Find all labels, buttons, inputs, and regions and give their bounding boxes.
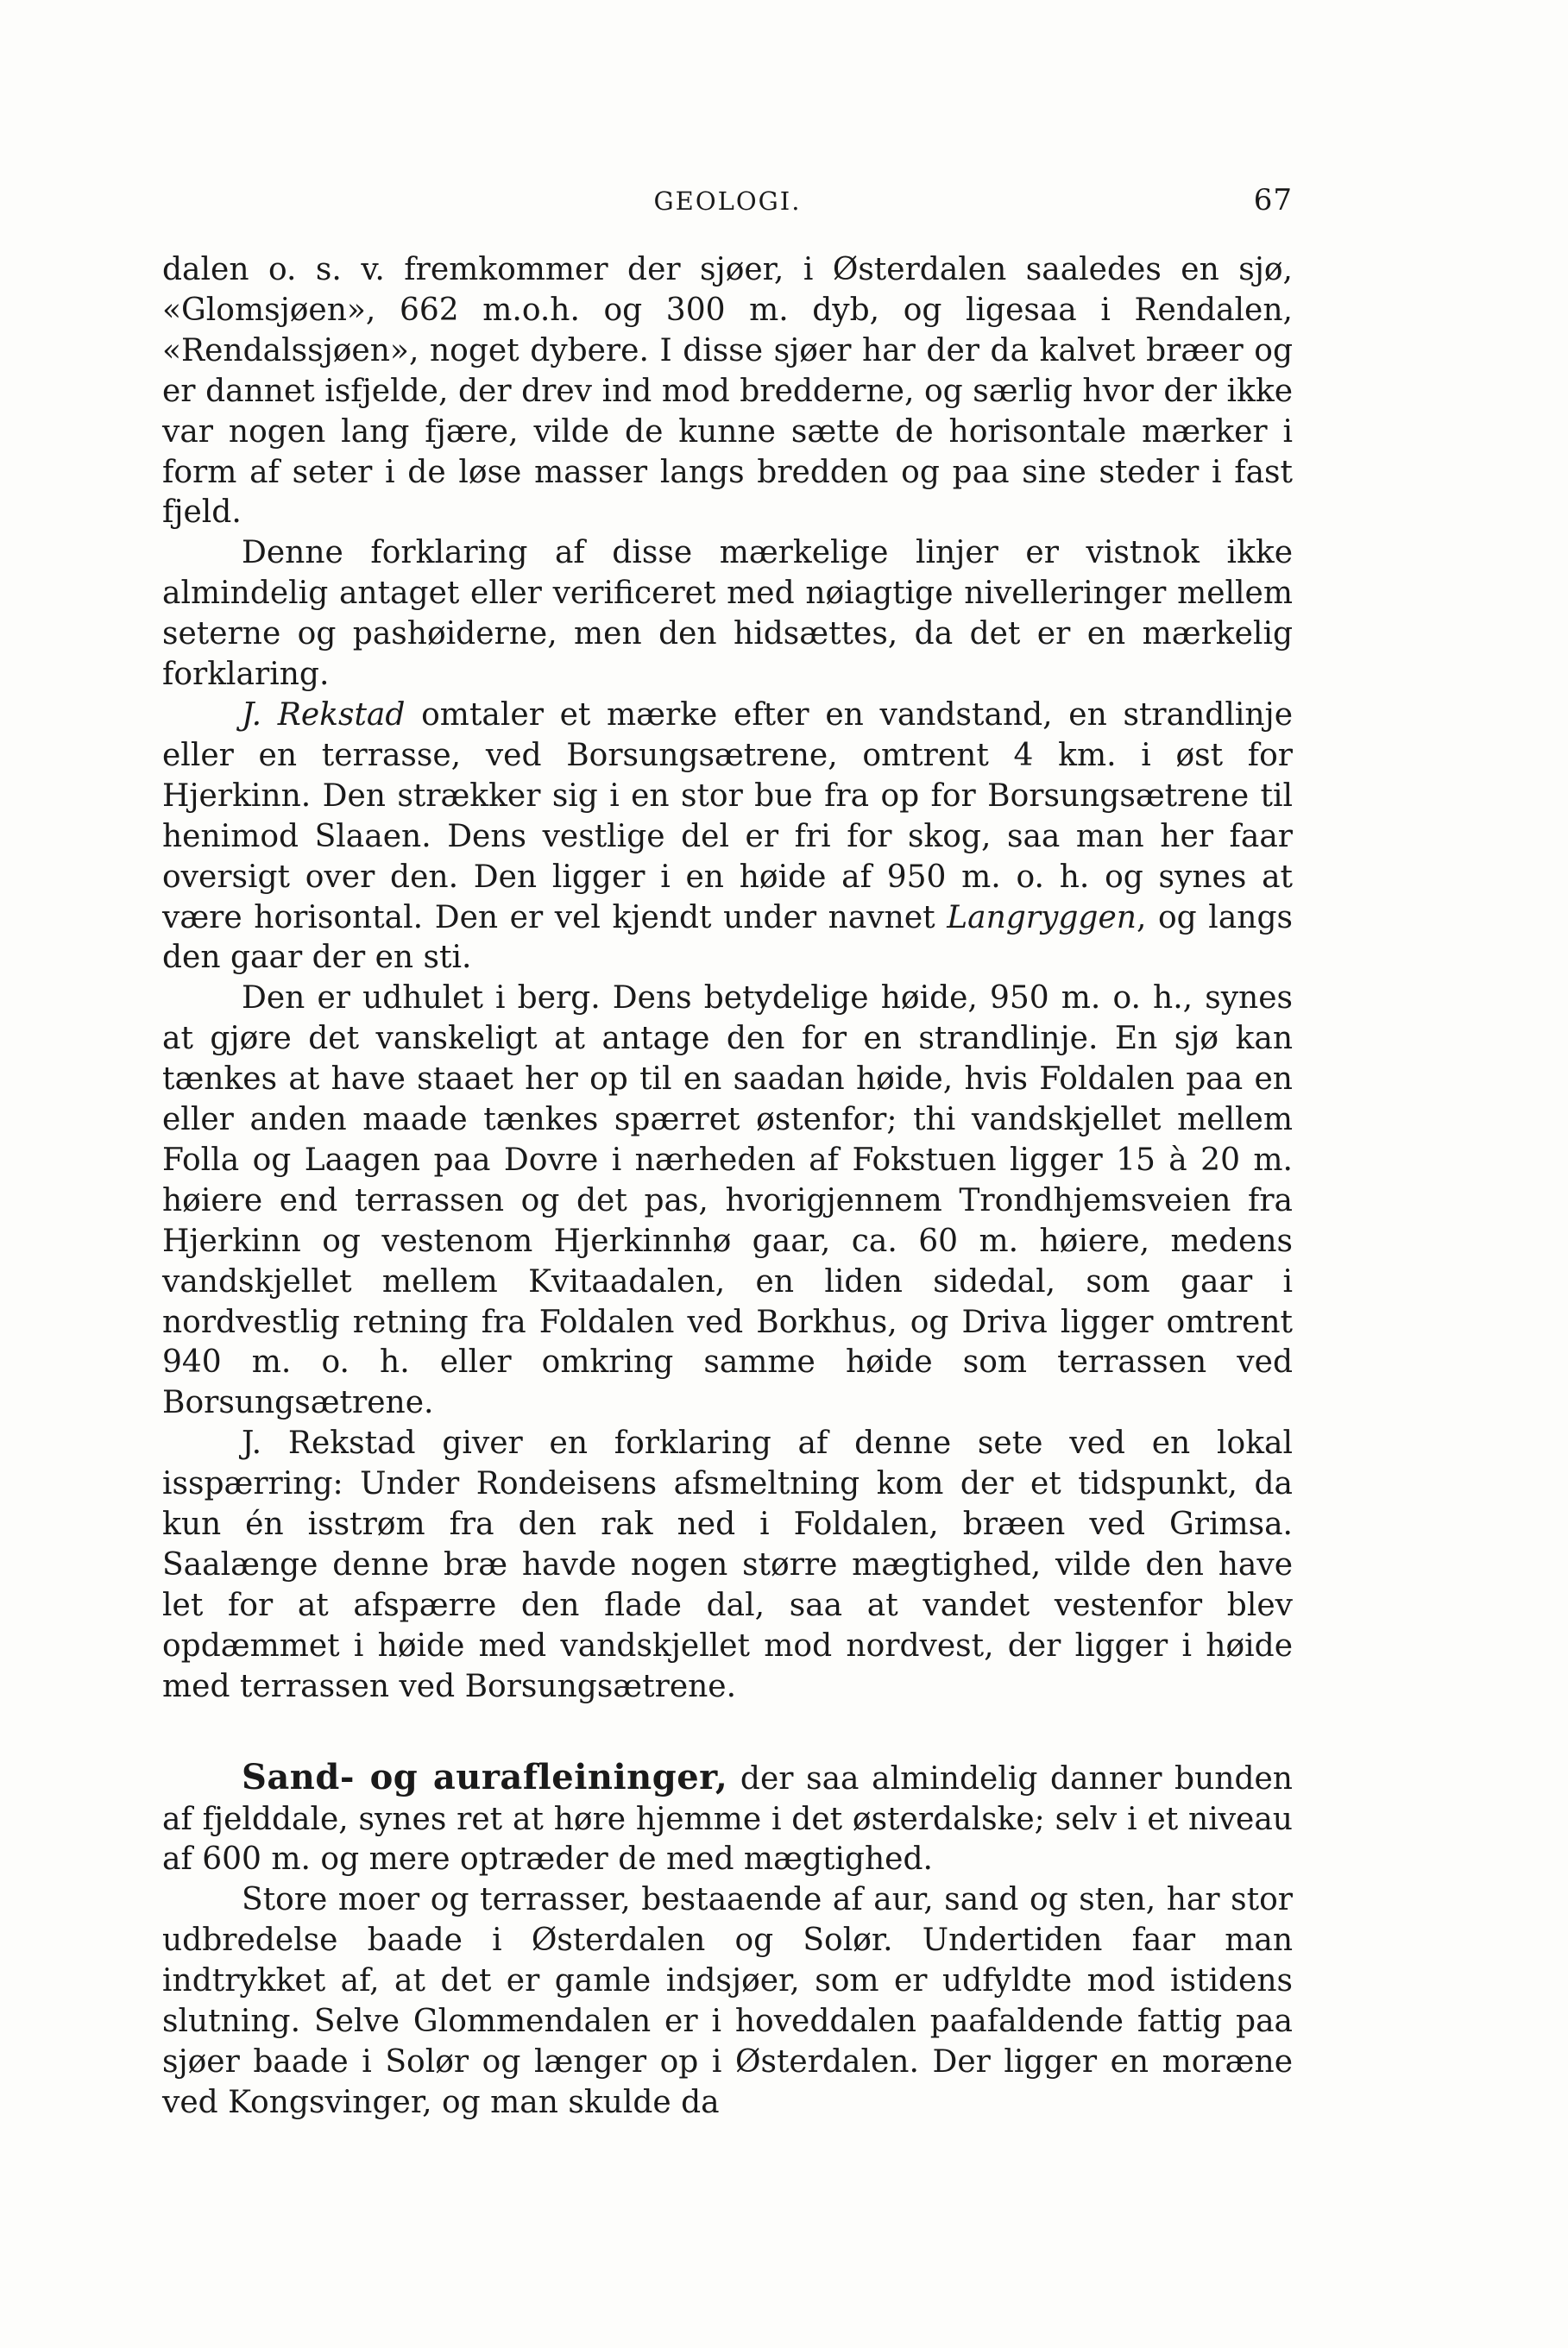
body-text (162, 250, 1293, 2124)
paragraph-text: J. Rekstad giver en forklaring af denne sete ved en lokal isspærring: Under Rondeisens afsmeltning kom der et tidspunkt, da kun én isstrøm fra den rak ned i Foldalen, bræen ved Grimsa. Saalænge denne bræ havde nogen større mægtighed, vilde den have let for at afspærre den flade dal, saa at vandet vestenfor blev opdæmmet i høide med vandskjellet mod nordvest, der ligger i høide med terrassen ved Borsungsætrene. (162, 1426, 1293, 1704)
paragraph-text: omtaler et mærke efter en vandstand, en strandlinje eller en terrasse, ved Borsungsætrene, omtrent 4 km. i øst for Hjerkinn. Den strækker sig i en stor bue fra op for Borsungsætrene til henimod Slaaen. Dens vestlige del er fri for skog, saa man her faar oversigt over den. Den ligger i en høide af 950 m. o. h. og synes at være horisontal. Den er vel kjendt under navnet (162, 696, 1293, 935)
page-number: 67 (1253, 183, 1293, 217)
paragraph-text: Denne forklaring af disse mærkelige linjer er vistnok ikke almindelig antaget eller verificeret med nøiagtige nivelleringer mellem seterne og pashøiderne, men den hidsættes, da det er en mærkelig forklaring. (162, 535, 1293, 693)
paragraph-text: der saa almindelig danner bunden af fjelddale, synes ret at høre hjemme i det østerdalske; selv i et niveau af 600 m. og mere optræder de med mægtighed. (162, 1760, 1293, 1878)
section-heading: Sand- og aurafleininger, (242, 1756, 728, 1797)
running-header (162, 183, 1293, 224)
paragraph-text: dalen o. s. v. fremkommer der sjøer, i Østerdalen saaledes en sjø, «Glomsjøen», 662 m.o.h. og 300 m. dyb, og ligesaa i Rendalen, «Rendalssjøen», noget dybere. I disse sjøer har der da kalvet bræer og er dannet isfjelde, der drev ind mod bredderne, og særlig hvor der ikke var nogen lang fjære, vilde de kunne sætte de horisontale mærker i form af seter i de løse masser langs bredden og paa sine steder i fast fjeld. (162, 252, 1293, 531)
paragraph-text: , og langs den gaar der en sti. (162, 899, 1293, 976)
running-title: GEOLOGI. (653, 186, 802, 216)
author-name: J. Rekstad (242, 696, 406, 733)
place-name: Langryggen (947, 899, 1137, 935)
paragraph (162, 533, 1293, 696)
paragraph (162, 696, 1293, 979)
paragraph-text: Store moer og terrasser, bestaaende af aur, sand og sten, har stor udbredelse baade i Østerdalen og Solør. Undertiden faar man indtrykket af, at det er gamle indsjøer, som er udfyldte mod istidens slutning. Selve Glommendalen er i hoveddalen paafaldende fattig paa sjøer baade i Solør og længer op i Østerdalen. Der ligger en moræne ved Kongsvinger, og man skulde da (162, 1882, 1293, 2120)
section-paragraph (162, 1758, 1293, 1881)
paragraph (162, 250, 1293, 533)
paragraph (162, 979, 1293, 1424)
paragraph-text: Den er udhulet i berg. Dens betydelige høide, 950 m. o. h., synes at gjøre det vanskeligt at antage den for en strandlinje. En sjø kan tænkes at have staaet her op til en saadan høide, hvis Foldalen paa en eller anden maade tænkes spærret østenfor; thi vandskjellet mellem Folla og Laagen paa Dovre i nærheden af Fokstuen ligger 15 à 20 m. høiere end terrassen og det pas, hvorigjennem Trondhjemsveien fra Hjerkinn og vestenom Hjerkinnhø gaar, ca. 60 m. høiere, medens vandskjellet mellem Kvitaadalen, en liden sidedal, som gaar i nordvestlig retning fra Foldalen ved Borkhus, og Driva ligger omtrent 940 m. o. h. eller omkring samme høide som terrassen ved Borsungsætrene. (162, 980, 1293, 1421)
paragraph (162, 1424, 1293, 1707)
paragraph (162, 1880, 1293, 2123)
